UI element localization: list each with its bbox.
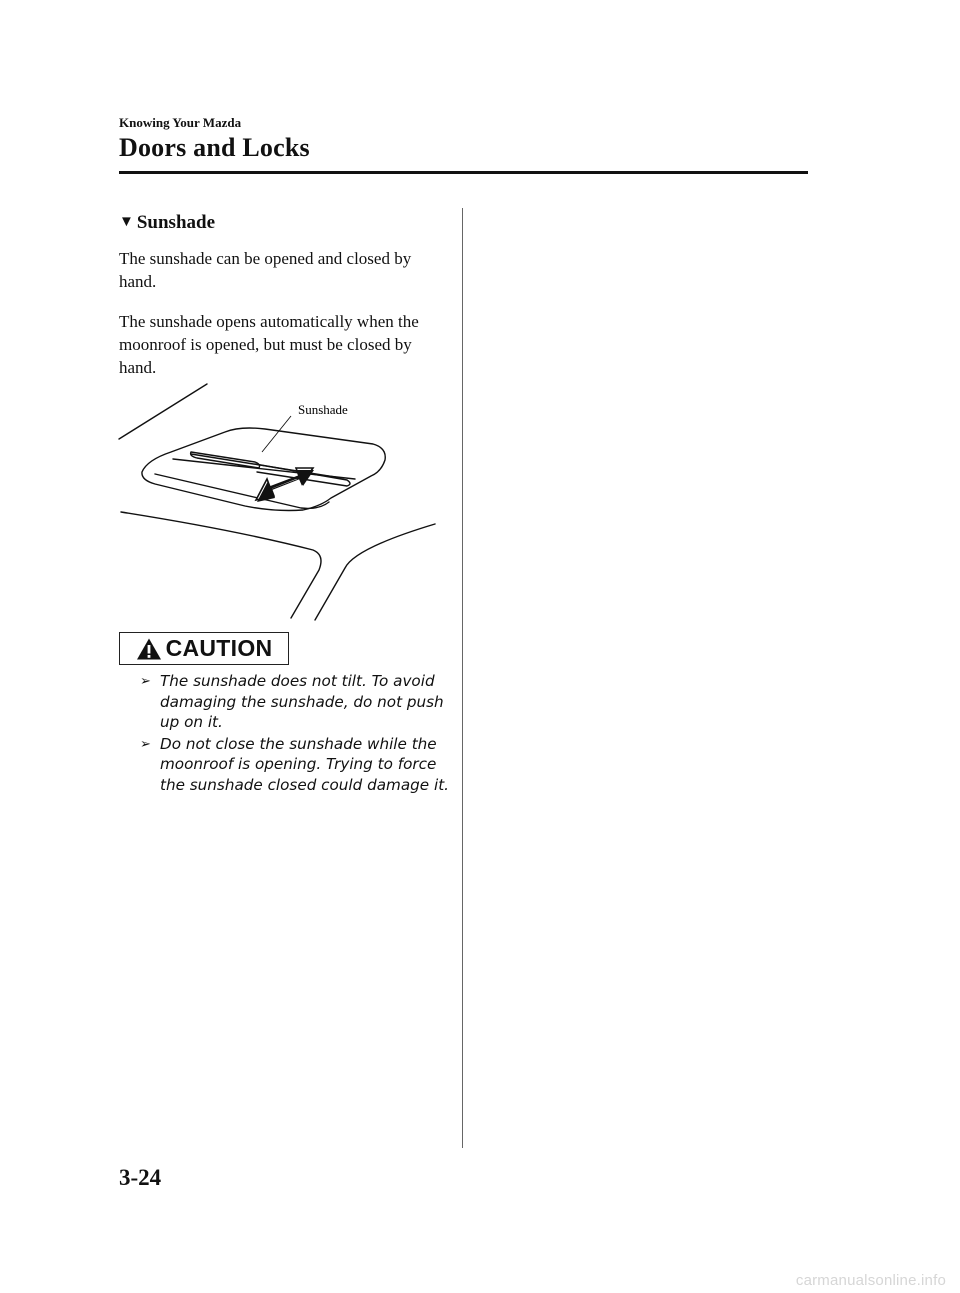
arrowhead-right-icon: ➢ [140,736,151,752]
figure-label-sunshade: Sunshade [298,402,348,417]
section-title: Doors and Locks [119,133,310,162]
column-divider [462,208,463,1148]
caution-list [140,671,450,796]
subheading-text: Sunshade [136,212,216,233]
caution-item [140,671,450,733]
watermark-text: carmanualsonline.info [795,1272,946,1289]
subheading [119,212,215,234]
caution-title: CAUTION [165,635,273,661]
paragraph-2: The sunshade opens automatically when the moonroof is opened, but must be closed by hand. [119,312,419,377]
paragraph-1: The sunshade can be opened and closed by hand. [119,249,412,291]
caution-item-text: Do not close the sunshade while the moonroof is opening. Trying to force the sunshade closed could damage it. [160,734,449,794]
caution-item-text: The sunshade does not tilt. To avoid damaging the sunshade, do not push up on it. [160,672,444,731]
caution-heading [119,632,289,665]
watermark-bar [0,1268,960,1293]
page-number: 3-24 [119,1165,162,1190]
warning-triangle-icon [136,637,162,661]
arrowhead-right-icon: ➢ [140,674,151,689]
caution-item [140,734,450,796]
triangle-down-icon: ▼ [119,213,134,230]
breadcrumb: Knowing Your Mazda [119,115,242,130]
sunshade-illustration [115,380,445,625]
header-rule [119,171,808,174]
